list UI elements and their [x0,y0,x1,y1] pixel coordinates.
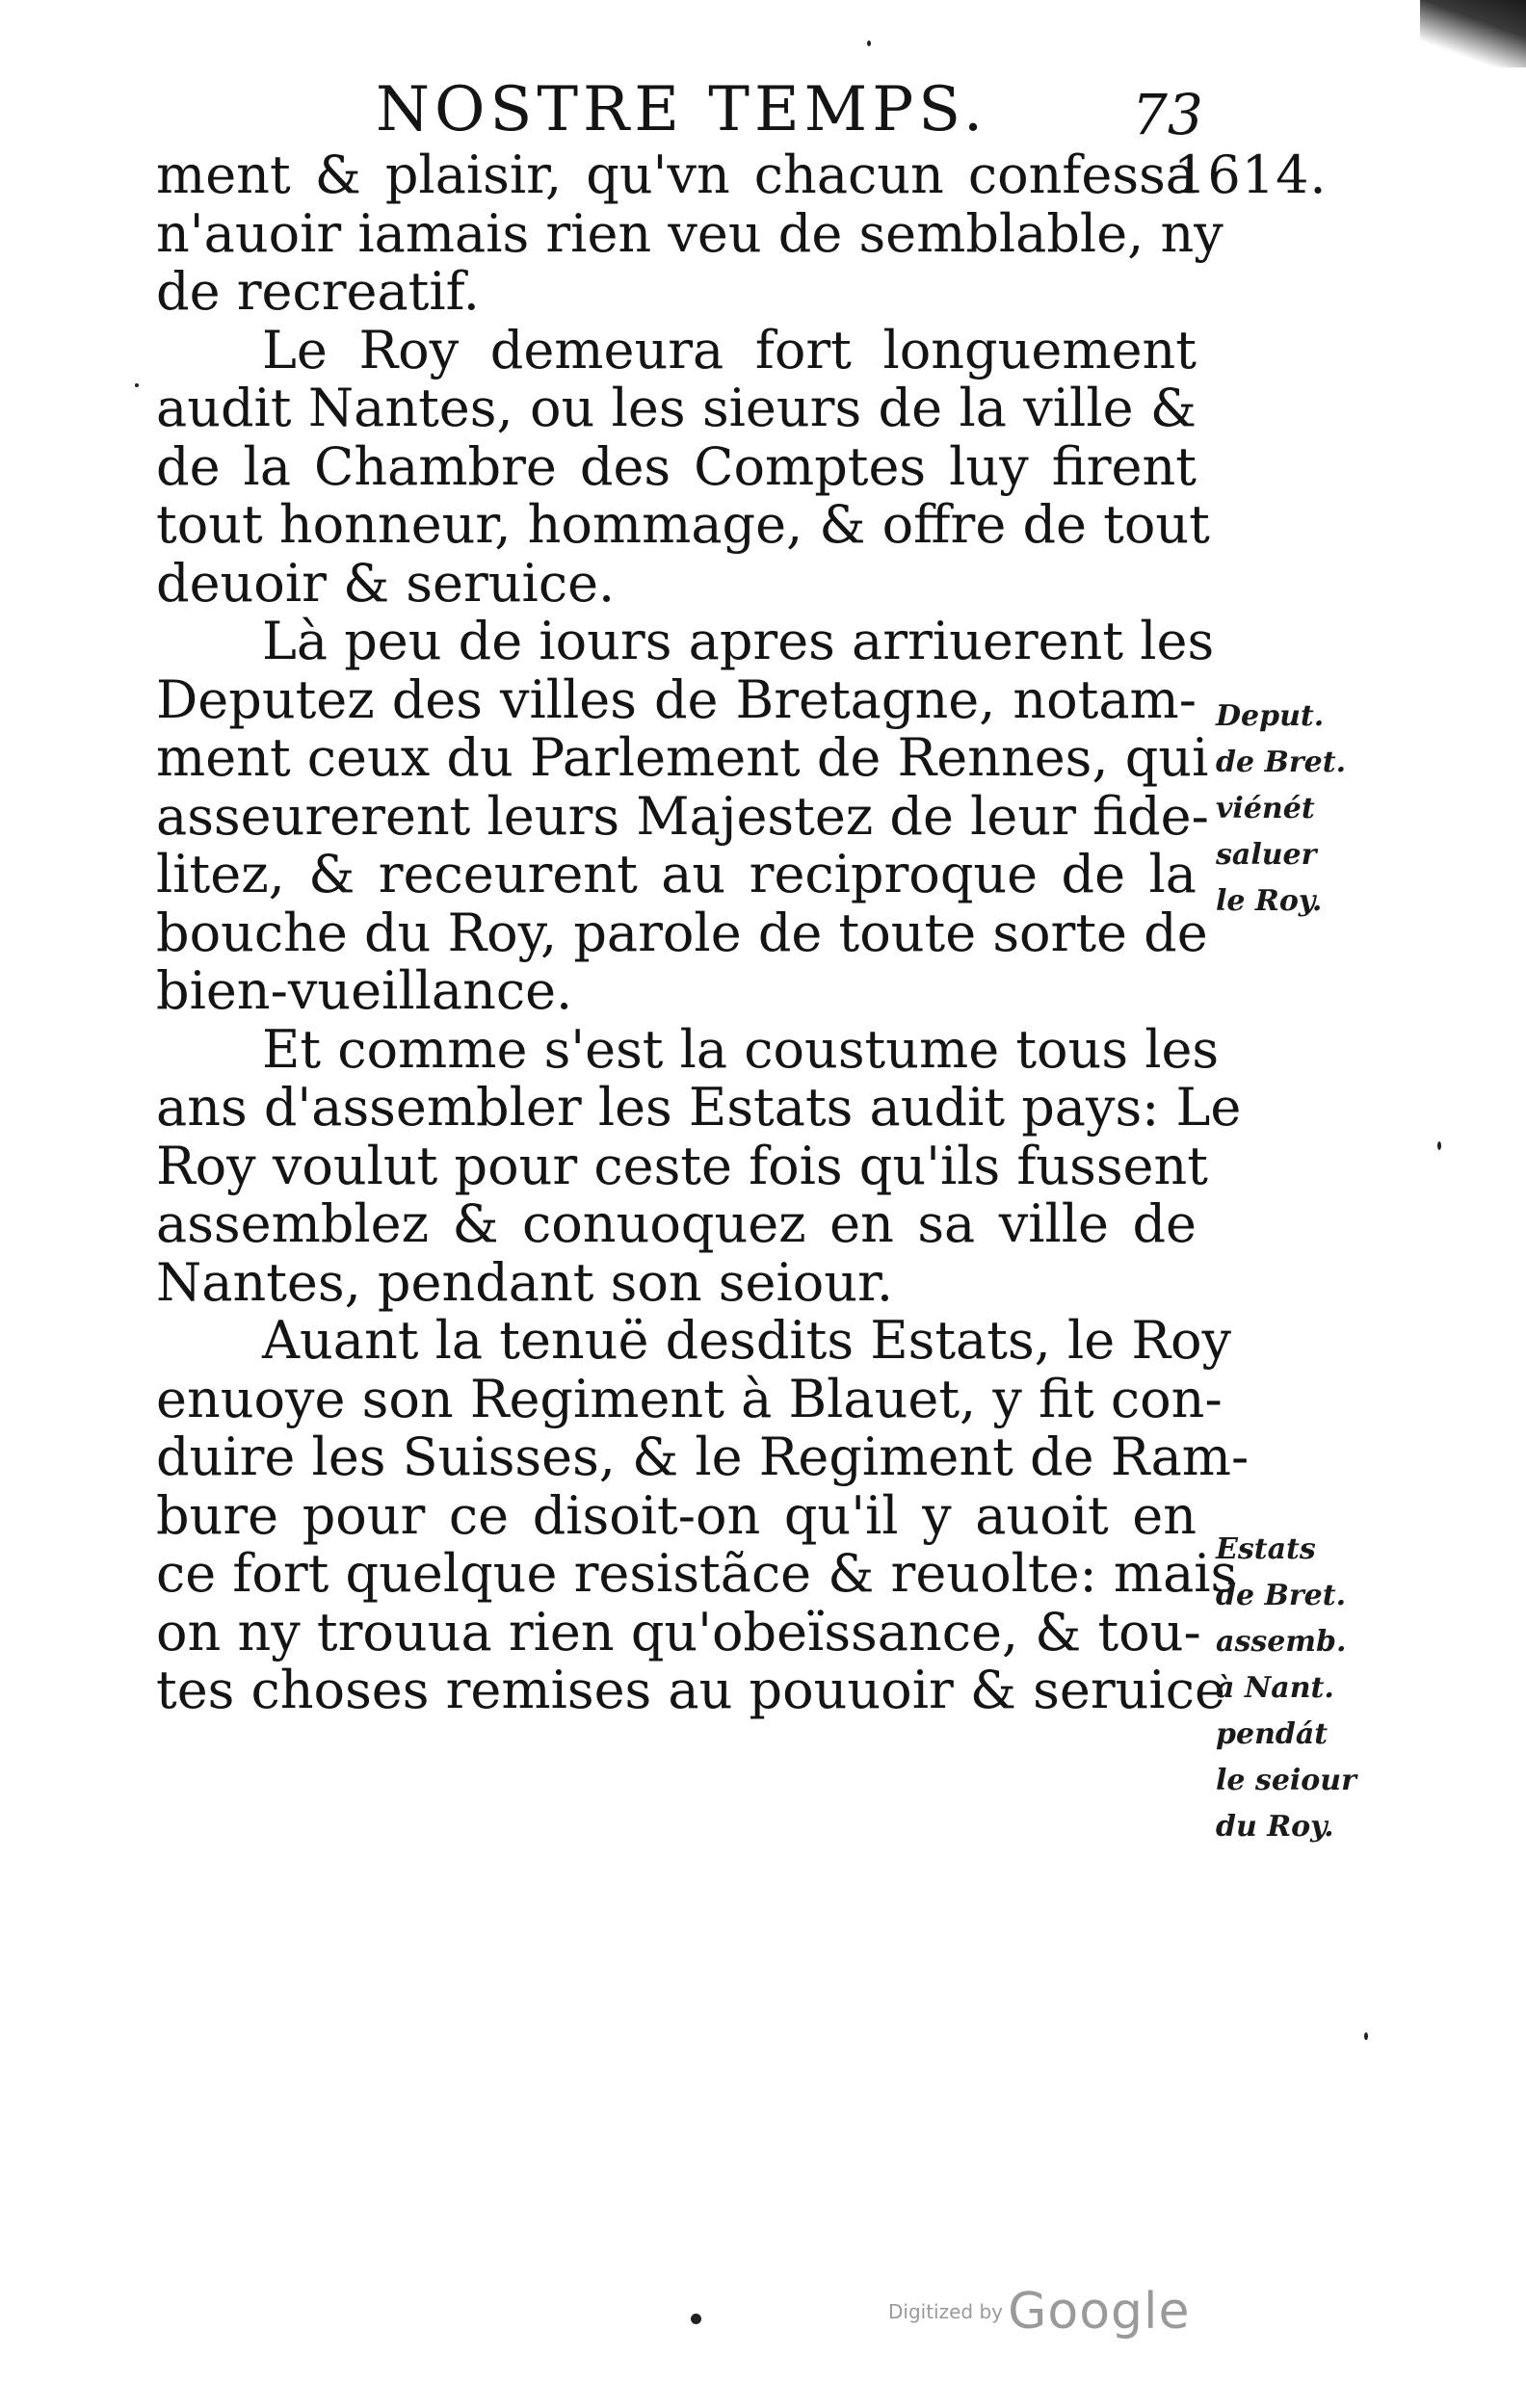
margin-note-line: de Bret. [1216,746,1347,779]
text-line: on ny trouua rien qu'obeïssance, & tou- [156,1601,1201,1662]
print-speck [135,383,139,387]
text-line: litez, & receurent au reciproque de la [156,844,1197,904]
text-line: Roy voulut pour ceste fois qu'ils fussent [156,1135,1208,1196]
margin-note-line: saluer [1216,838,1317,872]
text-line: Nantes, pendant son seiour. [156,1251,894,1313]
print-speck [691,2314,701,2324]
text-line: ans d'assembler les Estats audit pays: Le [156,1077,1242,1138]
text-line: assemblez & conuoquez en sa ville de [156,1193,1197,1254]
print-speck [1437,1141,1441,1150]
text-line: deuoir & seruice. [156,552,616,614]
page-number: 73 [1132,82,1203,147]
margin-note-estates [1216,1527,1356,1850]
margin-note-line: pendát [1216,1717,1329,1751]
margin-note-line: du Roy. [1216,1810,1334,1844]
text-line: bure pour ce disoit-on qu'il y auoit en [156,1484,1197,1546]
text-line: enuoye son Regiment à Blauet, y fit con- [156,1368,1223,1429]
text-line: Auant la tenuë desdits Estats, le Roy [262,1310,1232,1371]
text-line: audit Nantes, ou les sieurs de la ville & [156,378,1197,438]
body-text [156,144,1250,1720]
text-line: bien-vueillance. [156,960,573,1021]
margin-note-line: de Bret. [1216,1579,1347,1612]
text-line: bouche du Roy, parole de toute sorte de [156,902,1208,963]
digitized-watermark [888,2283,1190,2341]
margin-note-line: le Roy. [1216,884,1323,918]
margin-note-line: le seiour [1216,1764,1356,1797]
margin-year: 1614. [1173,144,1328,205]
text-line: ment ceux du Parlement de Rennes, qui [156,727,1209,788]
text-line: n'auoir iamais rien veu de semblable, ny [156,202,1223,264]
text-line: ce fort quelque resistãce & reuolte: mais [156,1543,1238,1604]
text-line: duire les Suisses, & le Regiment de Ram- [156,1426,1250,1487]
margin-note-line: Estats [1216,1532,1316,1566]
text-line: tes choses remises au pouuoir & seruice [156,1660,1225,1720]
text-line: de la Chambre des Comptes luy firent [156,435,1197,497]
print-speck [1364,2032,1368,2040]
margin-note-line: Deput. [1216,699,1325,733]
text-line: Deputez des villes de Bretagne, notam- [156,668,1197,730]
running-title: NOSTRE TEMPS. [376,74,988,145]
text-line: Le Roy demeura fort longuement [262,319,1197,380]
scan-corner-shadow [1420,0,1526,67]
margin-note-line: assemb. [1216,1625,1347,1659]
text-line: tout honneur, hommage, & offre de tout [156,494,1210,555]
text-line: Et comme s'est la coustume tous les [262,1018,1220,1080]
text-line: Là peu de iours apres arriuerent les [262,611,1215,671]
print-speck [867,40,871,46]
text-line: ment & plaisir, qu'vn chacun confessa [156,144,1197,205]
margin-note-deputies [1216,694,1346,925]
text-line: de recreatif. [156,261,480,322]
google-logo: Google [1008,2283,1191,2341]
text-line: asseurerent leurs Majestez de leur fide- [156,785,1209,847]
margin-note-line: viénét [1216,792,1315,825]
digitized-label: Digitized by [888,2300,1003,2323]
margin-note-line: à Nant. [1216,1671,1334,1705]
